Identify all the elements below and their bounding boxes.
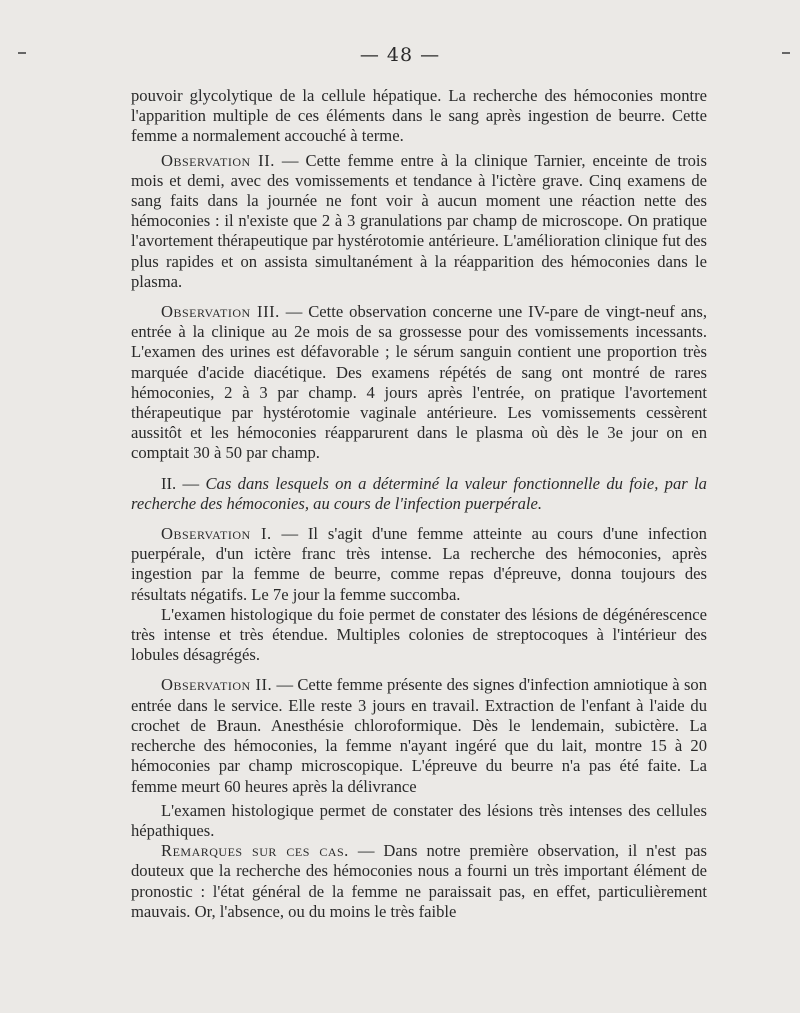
observation-heading: Observation I. [161, 524, 272, 544]
paragraph-observation-3 [131, 302, 707, 464]
observation-heading: Observation II. [161, 150, 275, 170]
observation-heading: Observation II. [161, 675, 273, 695]
paragraph-observation-2a [131, 151, 707, 292]
observation-heading: Observation III. [161, 302, 280, 322]
paragraph-text: pouvoir glycolytique de la cellule hépatique. La recherche des hémoconies montre l'apparition multiple de ces éléments dans le sang après ingestion de beurre. Cette femme a normalement accouché à terme. [131, 86, 707, 146]
remarks-heading: Remarques sur ces cas. [161, 841, 349, 861]
paragraph-continuation [131, 86, 707, 147]
paragraph-text: — Dans notre première observation, il n'est pas douteux que la recherche des hémoconies nous a fourni un très important élément de pronostic : l'état général de la femme ne paraissait pas, en effet, particulièrement mauvais. Or, l'absence, ou du moins le très faible [131, 841, 707, 921]
paragraph-text: — Il s'agit d'une femme atteinte au cours d'une infection puerpérale, d'un ictère franc très intense. La recherche des hémoconies, après ingestion par la femme de beurre, comme repas d'épreuve, donna toujours des résultats négatifs. Le 7e jour la femme succomba. [131, 524, 707, 604]
paragraph-histology-1 [131, 605, 707, 666]
paragraph-observation-2b [131, 675, 707, 796]
paragraph-text: L'examen histologique permet de constater des lésions très intenses des cellules hépathiques. [131, 800, 707, 840]
paragraph-text: L'examen histologique du foie permet de constater des lésions de dégénérescence très intense et très étendue. Multiples colonies de streptocoques à l'intérieur des lobules désagrégés. [131, 604, 707, 665]
margin-mark-right [782, 52, 790, 54]
section-number: II. — [161, 473, 200, 493]
page-number: — 48 — [359, 44, 441, 66]
paragraph-histology-2 [131, 801, 707, 841]
paragraph-remarks [131, 841, 707, 922]
paragraph-observation-1 [131, 524, 707, 605]
body-text [131, 86, 707, 922]
paragraph-text: — Cette femme entre à la clinique Tarnier, enceinte de trois mois et demi, avec des vomissements et tendance à l'ictère grave. Cinq examens de sang faits dans la journée ne font voir à aucun moment une réaction nette des hémoconies : il n'existe que 2 à 3 granulations par champ de microscope. On pratique l'avortement thérapeutique par hystérotomie antérieure. L'amélioration clinique fut des plus rapides et on assista simultanément à la réapparition des hémoconies dans le plasma. [131, 150, 708, 291]
section-title: Cas dans lesquels on a déterminé la valeur fonctionnelle du foie, par la recherche des hémoconies, au cours de l'infection puerpérale. [131, 473, 707, 513]
section-heading-2 [131, 474, 707, 514]
paragraph-text: — Cette femme présente des signes d'infection amniotique à son entrée dans le service. Elle reste 3 jours en travail. Extraction de l'enfant à l'aide du crochet de Braun. Anesthésie chloroformique. Dès le lendemain, subictère. La recherche des hémoconies, la femme n'ayant ingéré que du lait, montre 15 à 20 hémoconies par champ microscopique. L'épreuve du beurre n'a pas été faite. La femme meurt 60 heures après la délivrance [131, 675, 708, 796]
paragraph-text: — Cette observation concerne une IV-pare de vingt-neuf ans, entrée à la clinique au 2e mois de sa grossesse pour des vomissements incessants. L'examen des urines est défavorable ; le sérum sanguin contient une proportion très marquée d'acide diacétique. Des examens répétés de sang ont montré de rares hémoconies, 2 à 3 par champ. 4 jours après l'entrée, on pratique l'avortement thérapeutique par hystérotomie vaginale antérieure. Les vomissements cessèrent aussitôt et les hémoconies réapparurent dans le plasma où dès le 3e jour on en comptait 30 à 50 par champ. [131, 302, 707, 463]
